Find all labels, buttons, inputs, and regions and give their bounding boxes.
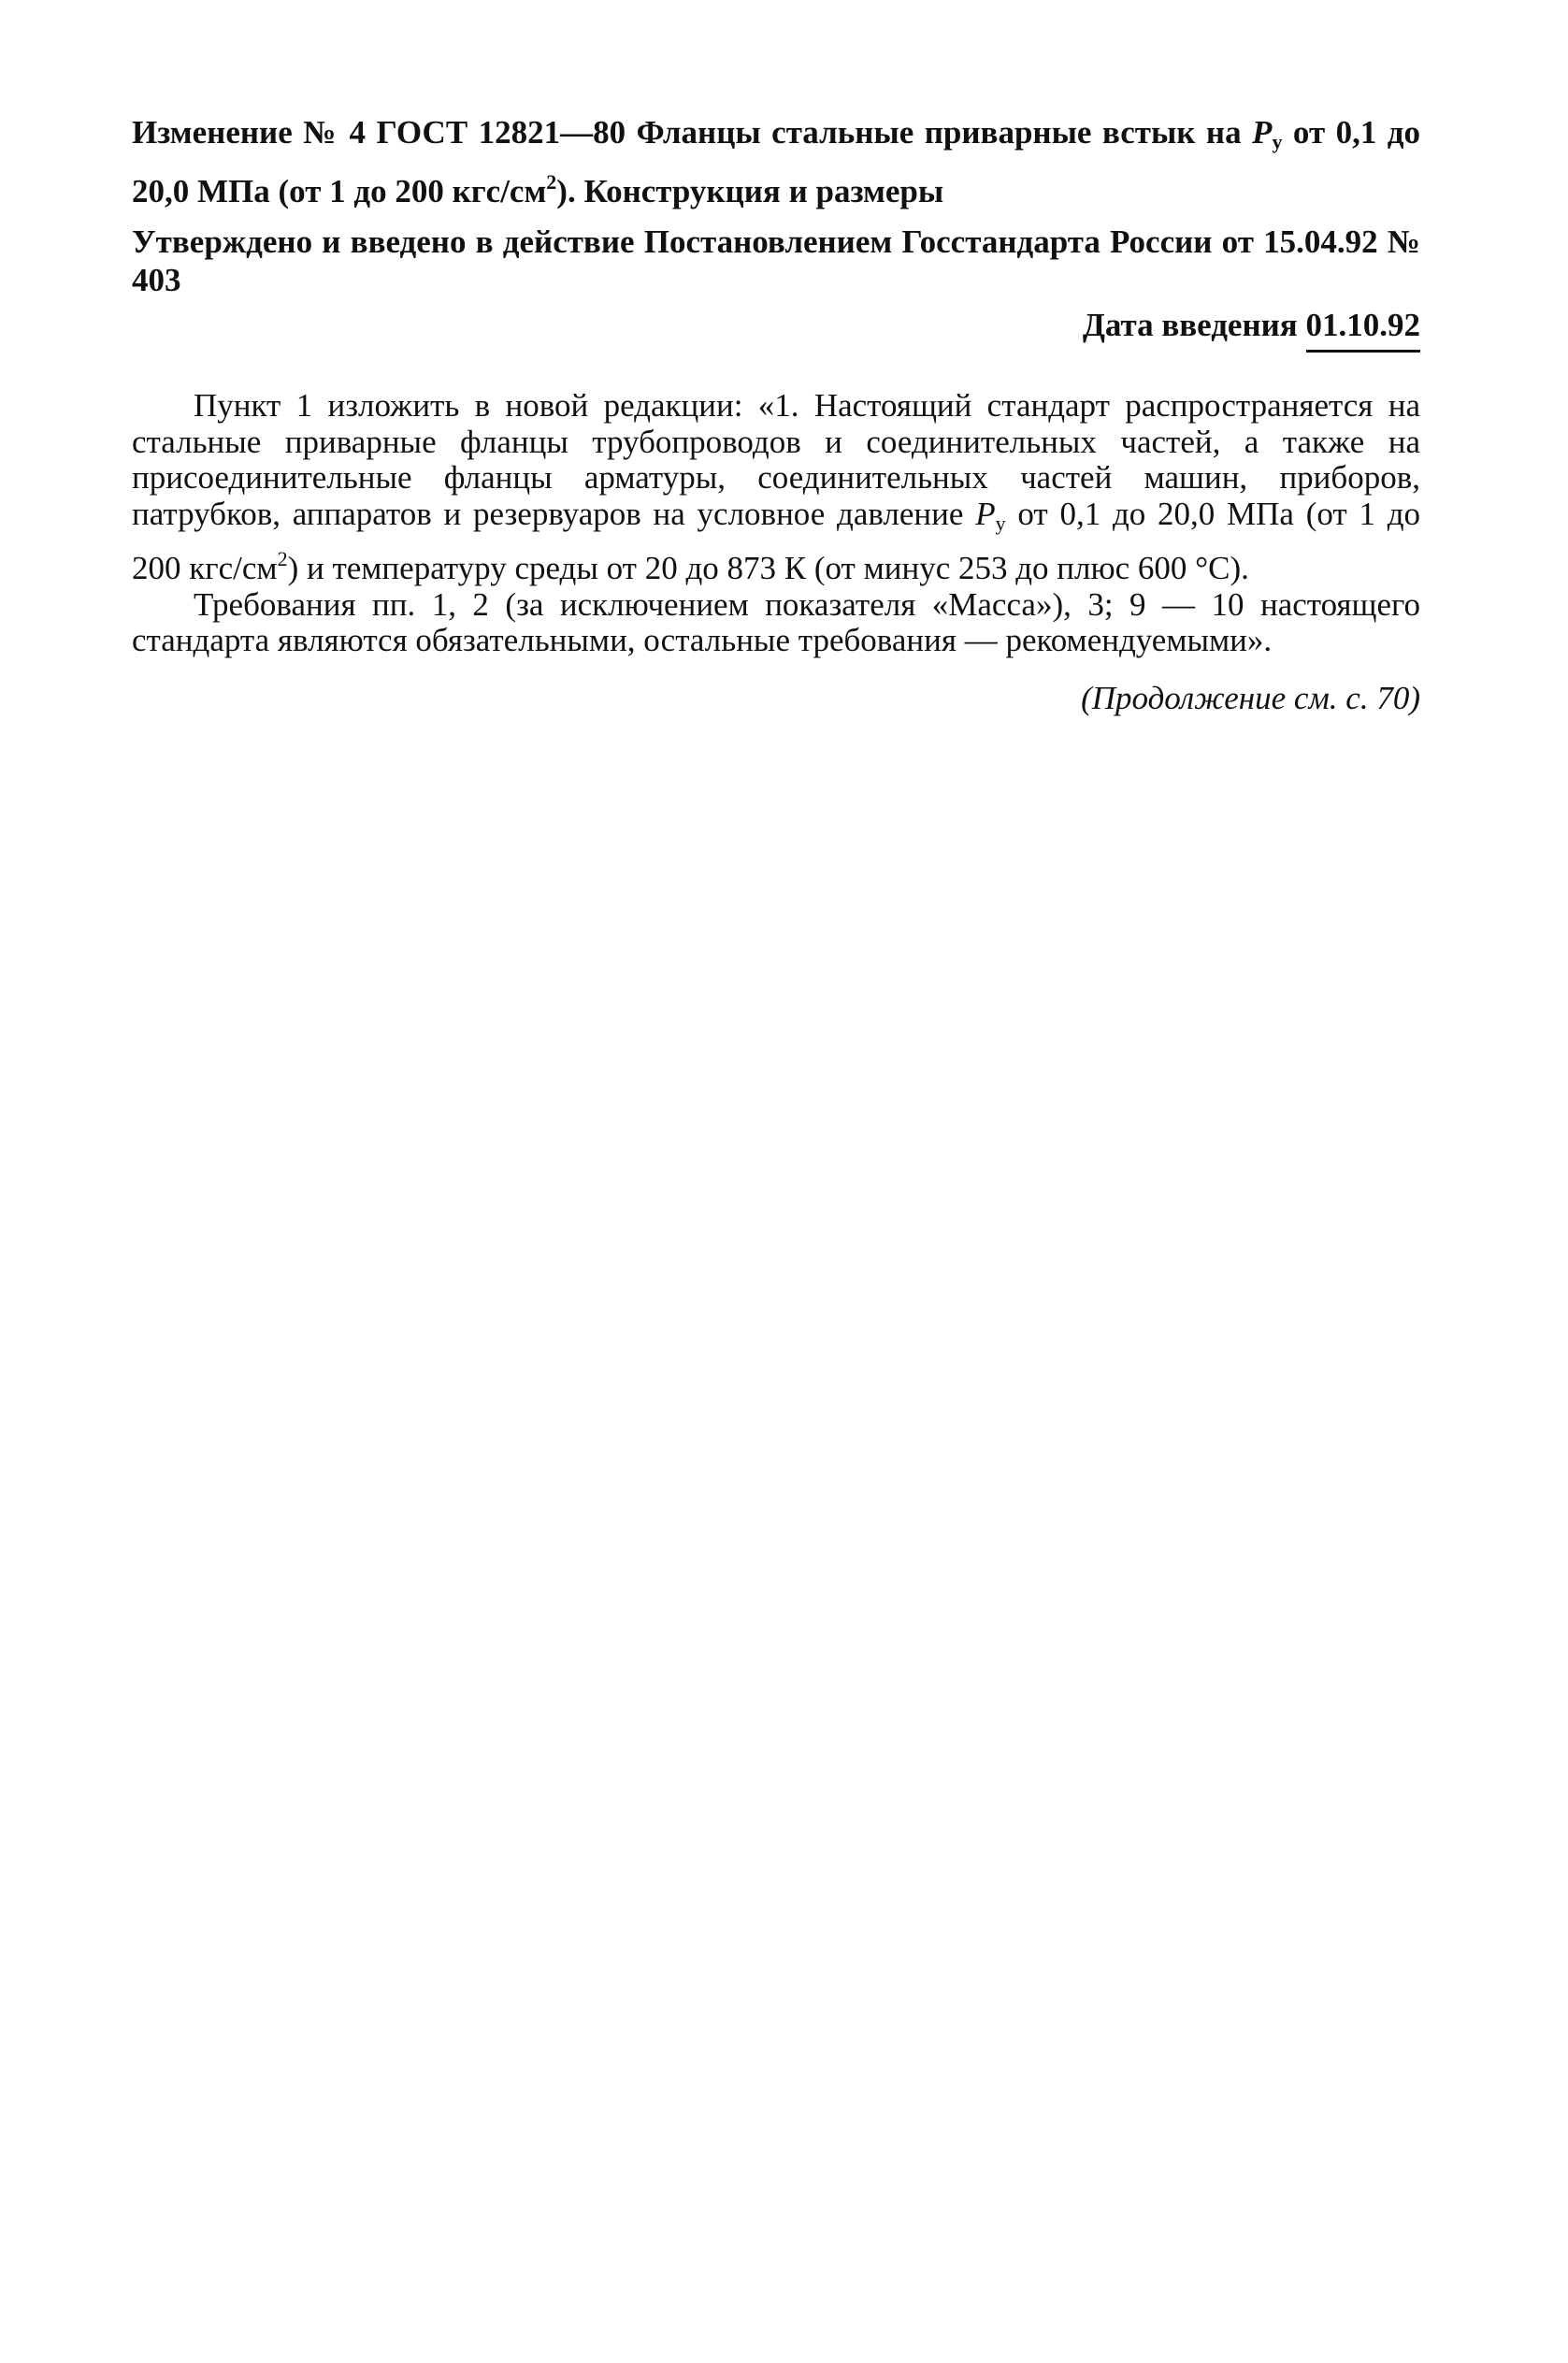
paragraph-scope [132, 388, 1420, 587]
approval-note: Утверждено и введено в действие Постановлением Госстандарта России от 15.04.92 № 403 [132, 223, 1420, 298]
heading-pressure-symbol: P [1252, 114, 1273, 151]
heading-superscript: 2 [546, 170, 557, 194]
unit-superscript: 2 [277, 547, 288, 570]
heading-middle: от 0,1 до 20,0 МПа (от 1 до 200 кгс/см [132, 114, 1421, 209]
paragraph-scope-part3: ) и температуру среды от 20 до 873 К (от минус 253 до плюс 600 °С). [287, 550, 1249, 586]
amendment-body [132, 388, 1420, 659]
heading-suffix: ). Конструкция и размеры [556, 173, 944, 209]
paragraph-scope-part1: Пункт 1 изложить в новой редакции: «1. Настоящий стандарт распространяется на стальные приварные фланцы трубопроводов и соединительных частей, а также на присоединительные фланцы арматуры, соединительных частей машин, приборов, патрубков, аппаратов и резервуаров на условное давление [132, 387, 1420, 532]
pressure-symbol: P [975, 495, 996, 532]
continuation-note: (Продолжение см. с. 70) [1081, 679, 1420, 716]
paragraph-scope-part2: от 0,1 до 20,0 МПа (от 1 до 200 кгс/см [132, 495, 1421, 586]
effective-date [132, 305, 1420, 353]
pressure-subscript: у [995, 511, 1006, 535]
paragraph-requirements: Требования пп. 1, 2 (за исключением показателя «Масса»), 3; 9 — 10 настоящего стандарта являются обязательными, остальные требования — рекомендуемыми». [132, 585, 1420, 658]
document-page [132, 112, 1420, 719]
heading-prefix: Изменение № 4 ГОСТ 12821—80 Фланцы стальные приварные встык на [132, 114, 1242, 151]
heading-pressure-subscript: у [1272, 130, 1283, 153]
effective-date-label: Дата введения [1082, 307, 1298, 343]
document-heading [132, 112, 1420, 211]
effective-date-value: 01.10.92 [1306, 305, 1421, 353]
